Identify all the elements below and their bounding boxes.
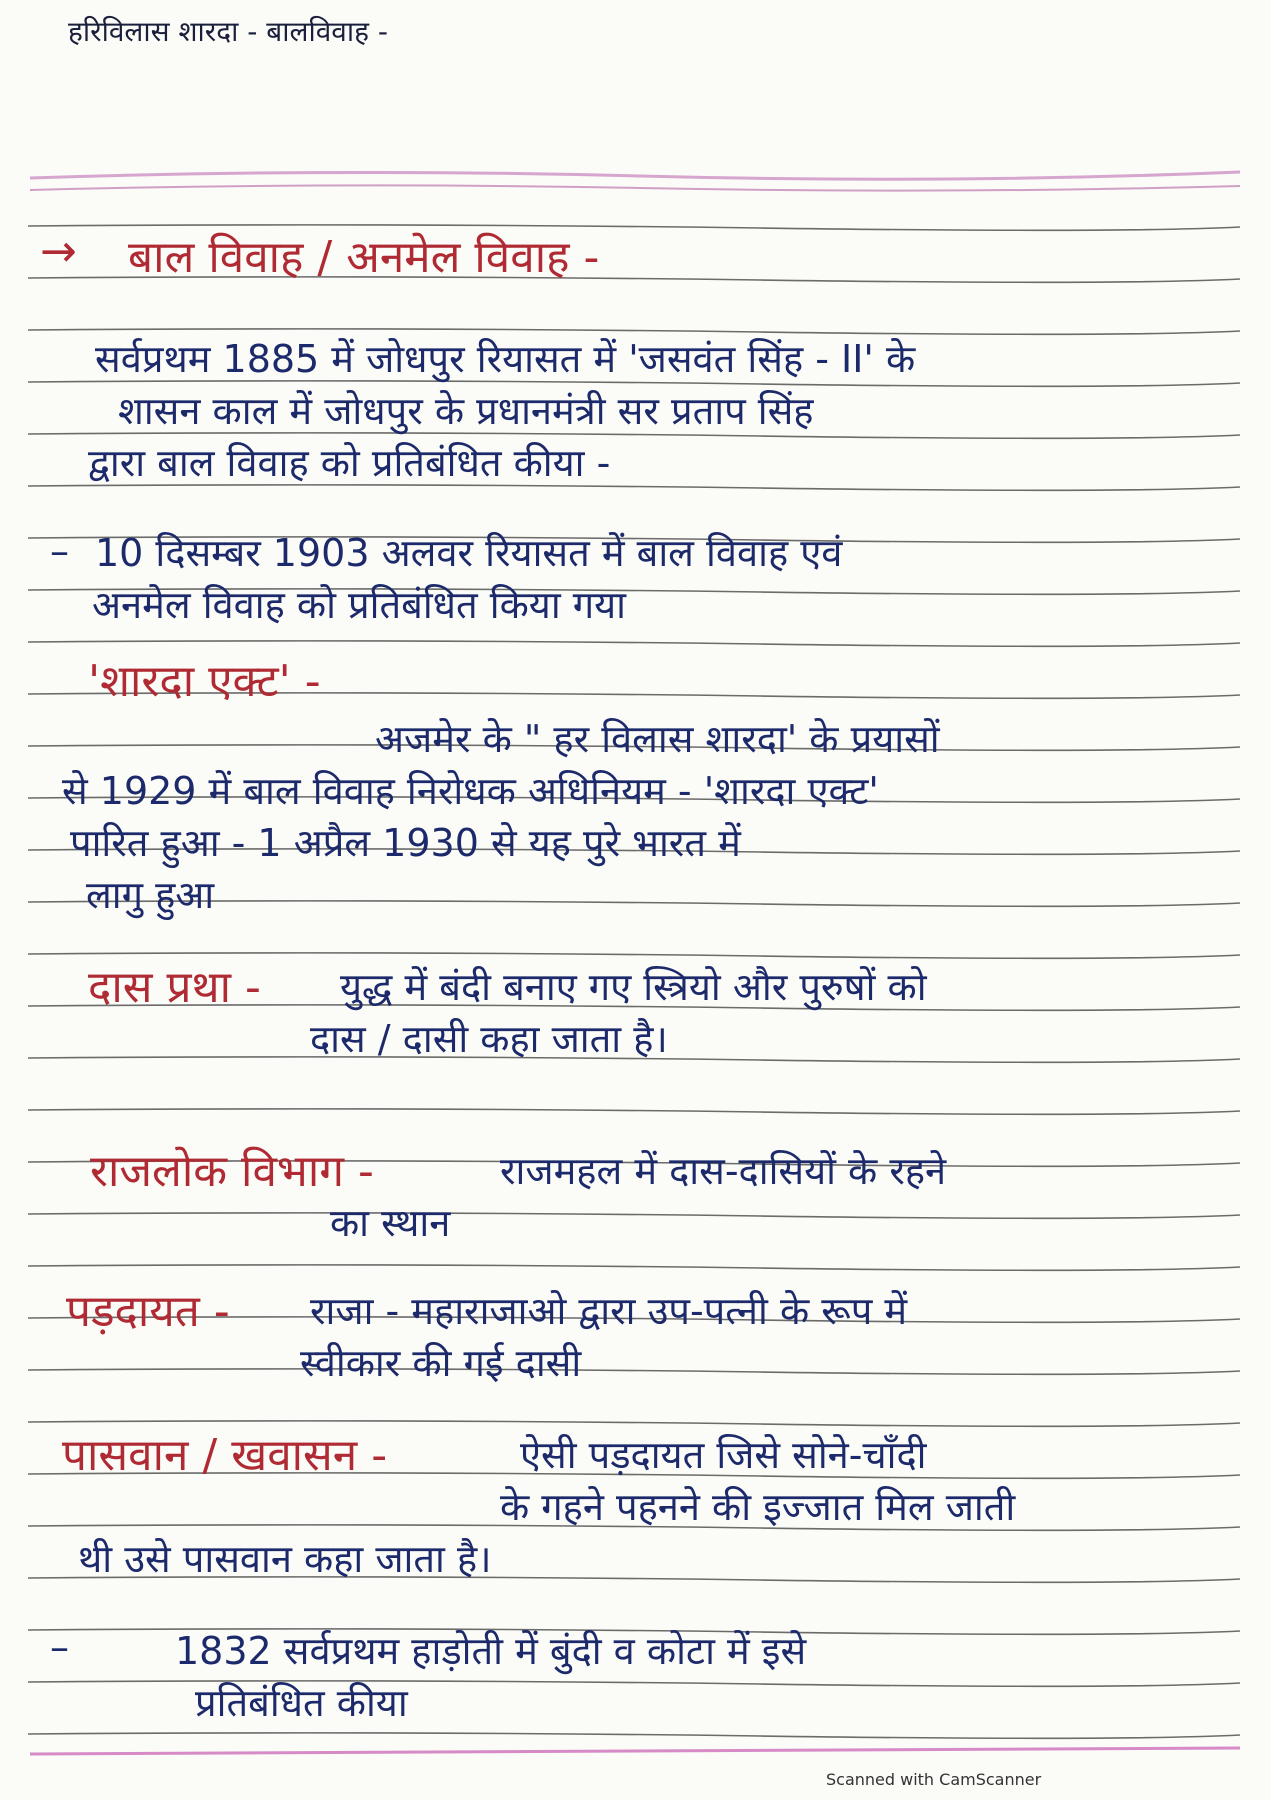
ruled-line <box>28 1733 1240 1738</box>
sec6-line-3: थी उसे पासवान कहा जाता है। <box>78 1537 492 1581</box>
sec6-line-2: के गहने पहनने की इज्जात मिल जाती <box>500 1485 1016 1529</box>
sec1-line-3: द्वारा बाल विवाह को प्रतिबंधित कीया - <box>88 441 611 485</box>
sec7-line-2: प्रतिबंधित कीया <box>195 1681 408 1725</box>
ruled-line <box>28 1109 1240 1114</box>
ruled-line <box>28 381 1240 386</box>
sec2-line-4: लागु हुआ <box>86 873 215 917</box>
top-note: हरिविलास शारदा - बालविवाह - <box>68 15 388 48</box>
term-das-pratha: दास प्रथा - <box>88 962 261 1013</box>
term-rajlok-vibhag: राजलोक विभाग - <box>90 1146 374 1197</box>
sec1-line-5: अनमेल विवाह को प्रतिबंधित किया गया <box>92 583 627 627</box>
dash-marker: – <box>50 529 69 573</box>
ruled-line <box>28 225 1240 230</box>
term-paswan: पासवान / खवासन - <box>62 1430 388 1481</box>
sec7-line-1: 1832 सर्वप्रथम हाड़ोती में बुंदी व कोटा में इसे <box>175 1629 807 1673</box>
ruled-line <box>28 953 1240 958</box>
sec1-line-4: 10 दिसम्बर 1903 अलवर रियासत में बाल विवाह एवं <box>95 531 843 575</box>
sec4-line-2: का स्थान <box>330 1201 451 1245</box>
term-padayat: पड़दायत - <box>66 1286 230 1337</box>
ruled-line <box>28 433 1240 438</box>
sec4-line-1: राजमहल में दास-दासियों के रहने <box>500 1149 947 1193</box>
sec2-line-2: से 1929 में बाल विवाह निरोधक अधिनियम - 'शारदा एक्ट' <box>62 769 879 813</box>
sec1-line-2: शासन काल में जोधपुर के प्रधानमंत्री सर प्रताप सिंह <box>118 389 814 433</box>
dash-marker-2: – <box>50 1625 69 1669</box>
ruled-line <box>28 1265 1240 1270</box>
sec6-line-1: ऐसी पड़दायत जिसे सोने-चाँदी <box>520 1433 927 1477</box>
arrow-icon: → <box>40 226 77 277</box>
sec2-line-3: पारित हुआ - 1 अप्रैल 1930 से यह पुरे भारत में <box>70 821 741 865</box>
sec3-line-1: युद्ध में बंदी बनाए गए स्त्रियो और पुरुषों को <box>340 965 927 1009</box>
sec5-line-1: राजा - महाराजाओ द्वारा उप-पत्नी के रूप में <box>310 1289 908 1333</box>
ruled-line <box>28 485 1240 490</box>
heading-bal-vivah: बाल विवाह / अनमेल विवाह - <box>128 232 600 283</box>
ruled-line <box>28 329 1240 334</box>
heading-sharda-act: 'शारदा एक्ट' - <box>88 656 321 707</box>
sec2-line-1: अजमेर के " हर विलास शारदा' के प्रयासों <box>375 717 940 761</box>
sec3-line-2: दास / दासी कहा जाता है। <box>310 1017 668 1061</box>
ruled-line <box>28 1213 1240 1218</box>
ruled-line <box>28 1421 1240 1426</box>
sec1-line-1: सर्वप्रथम 1885 में जोधपुर रियासत में 'जसवंत सिंह - II' के <box>95 337 916 381</box>
ruled-line <box>28 1369 1240 1374</box>
sec5-line-2: स्वीकार की गई दासी <box>300 1341 582 1385</box>
scanner-watermark: Scanned with CamScanner <box>826 1770 1042 1789</box>
ruled-line <box>28 641 1240 646</box>
